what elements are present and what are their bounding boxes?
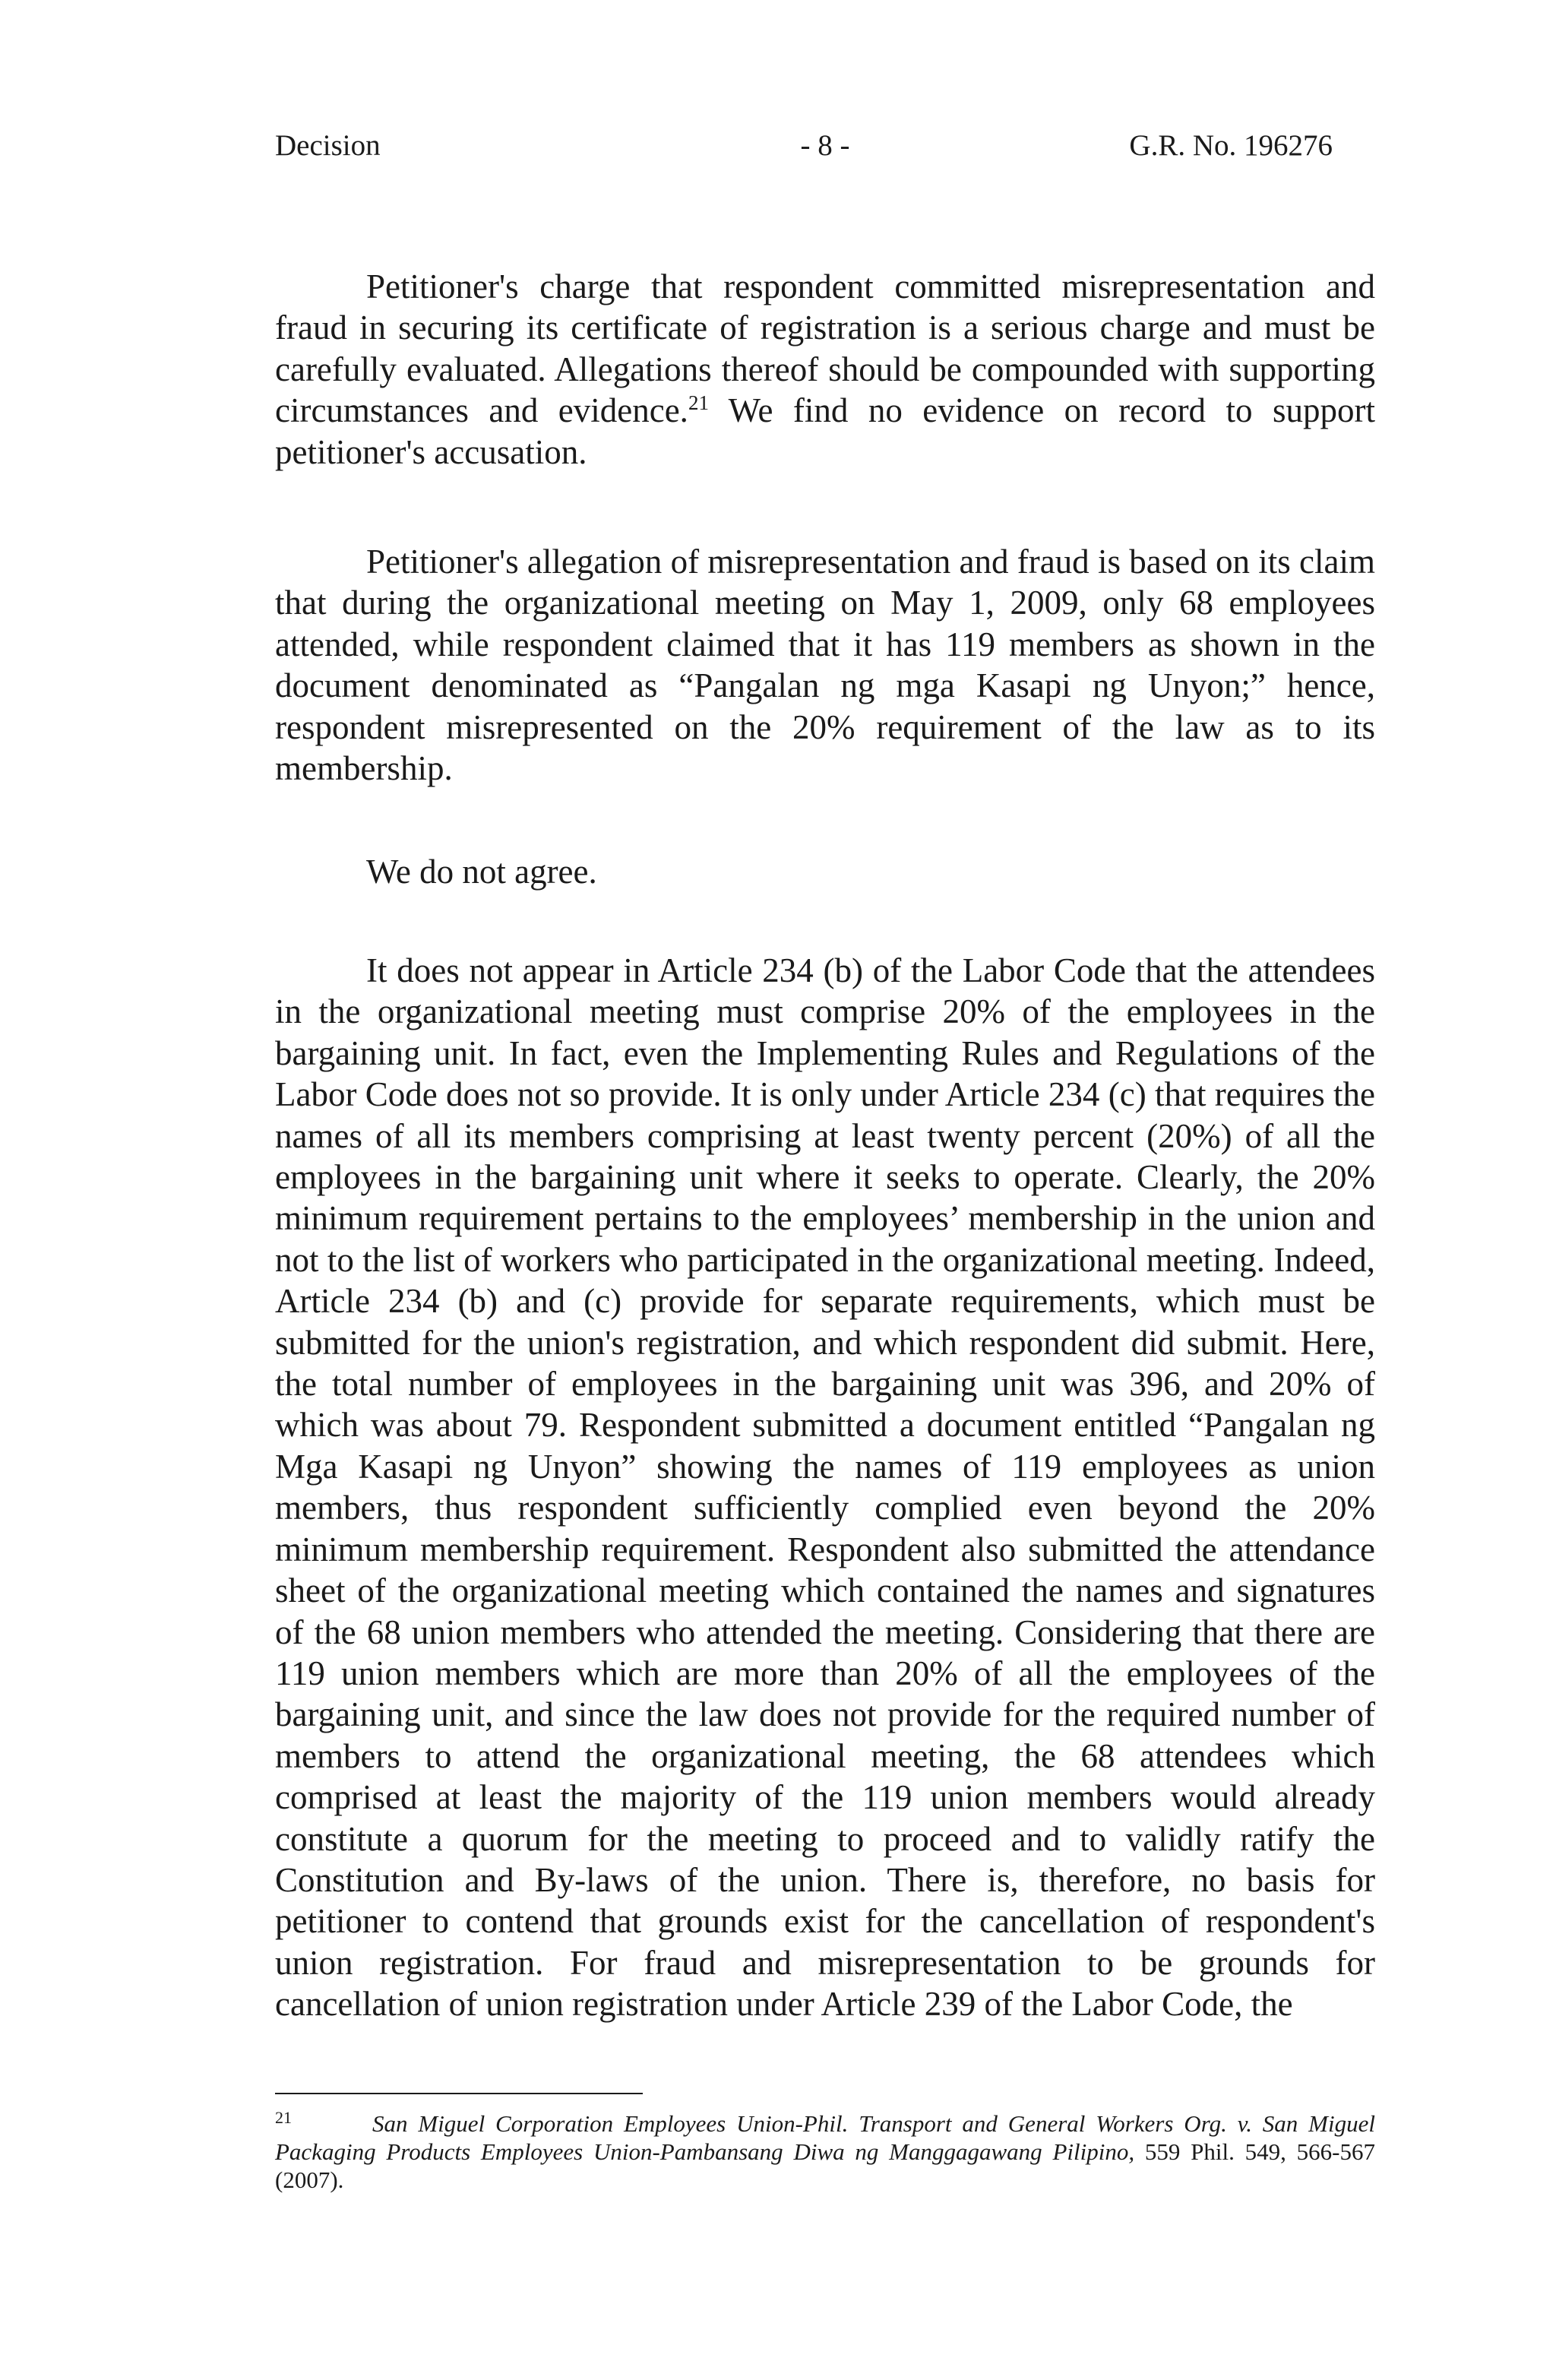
footnote-citation: 559 Phil. 549, 566-567 (2007).: [275, 2138, 1376, 2193]
paragraph-1-text-after: We find no evidence on record to support petitioner's accusation.: [275, 391, 1375, 471]
footnote-ref-21[interactable]: 21: [688, 391, 709, 415]
paragraph-3: We do not agree.: [366, 853, 597, 891]
footnote-case-title: San Miguel Corporation Employees Union-Phil. Transport and General Workers Org. v. San Miguel Packaging Products Employees Union-Pambansang Diwa ng Manggagawang Pilipino,: [275, 2110, 1375, 2165]
paragraph-4: It does not appear in Article 234 (b) of the Labor Code that the attendees in the organizational meeting must comprise 20% of the employees in the bargaining unit. In fact, even the Implementing Rules and Regulations of the Labor Code does not so provide. It is only under Article 234 (c) that requires the names of all its members comprising at least twenty percent (20%) of all the employees in the bargaining unit where it seeks to operate. Clearly, the 20% minimum requirement pertains to the employees’ membership in the union and not to the list of workers who participated in the organizational meeting. Indeed, Article 234 (b) and (c) provide for separate requirements, which must be submitted for the union's registration, and which respondent did submit. Here, the total number of employees in the bargaining unit was 396, and 20% of which was about 79. Respondent submitted a document entitled “Pangalan ng Mga Kasapi ng Unyon” showing the names of 119 employees as union members, thus respondent sufficiently complied even beyond the 20% minimum membership requirement. Respondent also submitted the attendance sheet of the organizational meeting which contained the names and signatures of the 68 union members who attended the meeting. Considering that there are 119 union members which are more than 20% of all the employees of the bargaining unit, and since the law does not provide for the required number of members to attend the organizational meeting, the 68 attendees which comprised at least the majority of the 119 union members would already constitute a quorum for the meeting to proceed and to validly ratify the Constitution and By-laws of the union. There is, therefore, no basis for petitioner to contend that grounds exist for the cancellation of respondent's union registration. For fraud and misrepresentation to be grounds for cancellation of union registration under Article 239 of the Labor Code, the: [275, 951, 1375, 2024]
footnote-21: 21 San Miguel Corporation Employees Union-Phil. Transport and General Workers Org. v. San Miguel Packaging Products Employees Union-Pambansang Diwa ng Manggagawang Pilipino, 559 Phil. 549, 566-567 (2007).: [275, 2107, 1376, 2193]
header-page-number: - 8 -: [800, 129, 850, 162]
document-page: [275, 0, 1375, 2380]
paragraph-1: [275, 266, 1375, 473]
page-header: [275, 125, 1375, 167]
header-document-type: Decision: [275, 129, 381, 162]
footnote-divider: [275, 2093, 643, 2094]
paragraph-2: Petitioner's allegation of misrepresentation and fraud is based on its claim that during the organizational meeting on May 1, 2009, only 68 employees attended, while respondent claimed that it has 119 members as shown in the document denominated as “Pangalan ng mga Kasapi ng Unyon;” hence, respondent misrepresented on the 20% requirement of the law as to its membership.: [275, 543, 1375, 788]
header-case-number: G.R. No. 196276: [1129, 129, 1333, 162]
paragraph-1-text: Petitioner's charge that respondent committed misrepresentation and fraud in securing its certificate of registration is a serious charge and must be carefully evaluated. Allegations thereof should be compounded with supporting circumstances and evidence.: [275, 267, 1375, 430]
